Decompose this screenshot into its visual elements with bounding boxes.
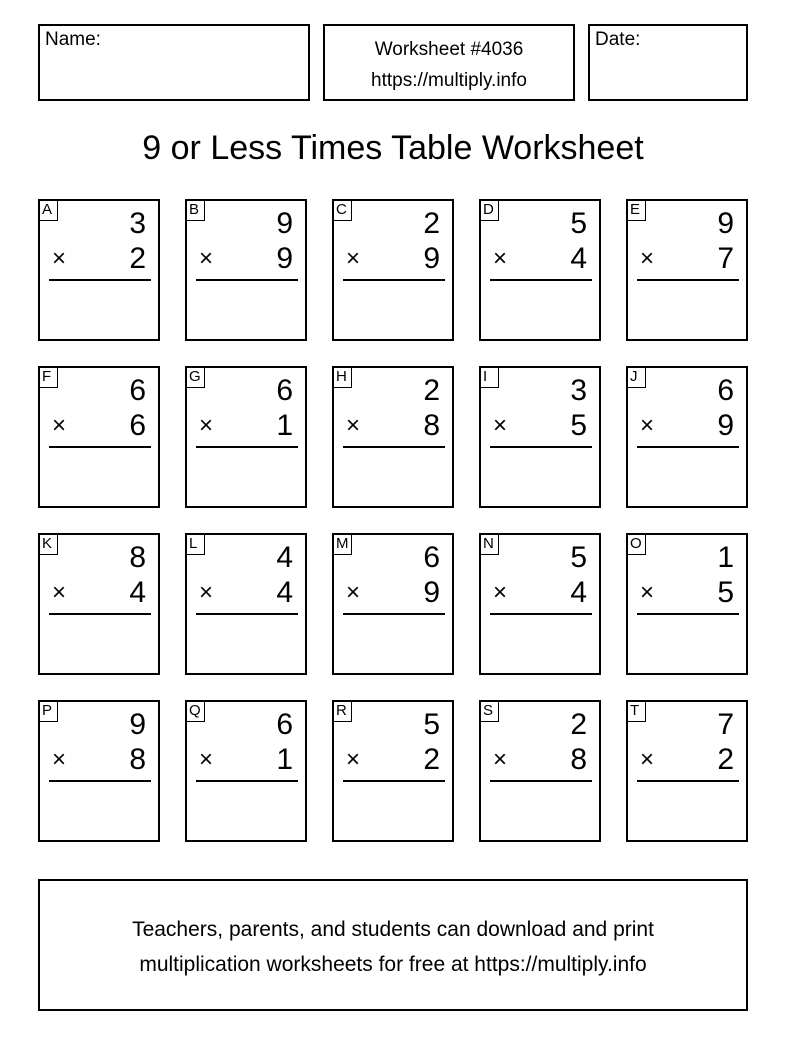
name-label: Name: (45, 29, 101, 50)
problem-letter: A (38, 199, 58, 221)
problem-letter: C (332, 199, 352, 221)
multiplicand: 5 (570, 207, 587, 240)
answer-line (196, 780, 298, 782)
multiplier: 1 (276, 409, 293, 442)
multiplier: 2 (717, 743, 734, 776)
answer-line (49, 613, 151, 615)
footer-line-1: Teachers, parents, and students can download and print (132, 918, 654, 941)
multiplicand: 9 (129, 708, 146, 741)
problem-letter: M (332, 533, 352, 555)
multiplier: 4 (129, 576, 146, 609)
date-field-box (588, 24, 748, 101)
times-sign: × (640, 746, 655, 773)
multiplicand: 6 (423, 541, 440, 574)
problem-card (38, 199, 160, 341)
multiplier: 6 (129, 409, 146, 442)
multiplicand: 6 (129, 374, 146, 407)
multiplicand: 2 (570, 708, 587, 741)
multiplicand: 8 (129, 541, 146, 574)
multiplier: 5 (570, 409, 587, 442)
problem-card (185, 700, 307, 842)
times-sign: × (199, 579, 214, 606)
answer-line (49, 780, 151, 782)
problem-letter: Q (185, 700, 205, 722)
problem-letter: B (185, 199, 205, 221)
multiplier: 2 (129, 242, 146, 275)
times-sign: × (346, 412, 361, 439)
answer-line (637, 613, 739, 615)
times-sign: × (640, 412, 655, 439)
problem-card (185, 199, 307, 341)
multiplier: 8 (129, 743, 146, 776)
problem-letter: N (479, 533, 499, 555)
problem-card (185, 533, 307, 675)
answer-line (343, 613, 445, 615)
times-sign: × (493, 746, 508, 773)
times-sign: × (493, 579, 508, 606)
page-title: 9 or Less Times Table Worksheet (142, 129, 644, 167)
multiplier: 1 (276, 743, 293, 776)
problem-letter: O (626, 533, 646, 555)
times-sign: × (199, 746, 214, 773)
multiplier: 9 (423, 576, 440, 609)
multiplicand: 5 (423, 708, 440, 741)
footer-line-2: multiplication worksheets for free at https://multiply.info (139, 953, 647, 976)
name-field-box (38, 24, 310, 101)
problem-card (479, 700, 601, 842)
multiplier: 9 (423, 242, 440, 275)
worksheet-url: https://multiply.info (371, 70, 527, 91)
times-sign: × (52, 245, 67, 272)
multiplier: 4 (276, 576, 293, 609)
times-sign: × (346, 746, 361, 773)
multiplier: 5 (717, 576, 734, 609)
problem-card (626, 533, 748, 675)
times-sign: × (199, 245, 214, 272)
multiplicand: 6 (276, 374, 293, 407)
problem-letter: J (626, 366, 646, 388)
times-sign: × (52, 746, 67, 773)
times-sign: × (52, 579, 67, 606)
answer-line (343, 279, 445, 281)
problem-card (332, 700, 454, 842)
multiplier: 8 (570, 743, 587, 776)
answer-line (49, 279, 151, 281)
answer-line (490, 446, 592, 448)
multiplicand: 4 (276, 541, 293, 574)
multiplicand: 5 (570, 541, 587, 574)
multiplier: 2 (423, 743, 440, 776)
problem-card (479, 199, 601, 341)
times-sign: × (640, 579, 655, 606)
problem-letter: P (38, 700, 58, 722)
problem-card (332, 199, 454, 341)
worksheet-info-box (323, 24, 575, 101)
times-sign: × (346, 245, 361, 272)
problem-letter: K (38, 533, 58, 555)
answer-line (490, 279, 592, 281)
multiplicand: 6 (717, 374, 734, 407)
problem-card (332, 533, 454, 675)
times-sign: × (52, 412, 67, 439)
answer-line (637, 279, 739, 281)
multiplicand: 3 (570, 374, 587, 407)
answer-line (196, 613, 298, 615)
multiplicand: 7 (717, 708, 734, 741)
worksheet-number: Worksheet #4036 (374, 39, 524, 60)
problem-letter: D (479, 199, 499, 221)
answer-line (196, 279, 298, 281)
problem-card (38, 366, 160, 508)
times-sign: × (640, 245, 655, 272)
problem-letter: E (626, 199, 646, 221)
problem-card (626, 366, 748, 508)
multiplier: 7 (717, 242, 734, 275)
problem-letter: I (479, 366, 499, 388)
multiplicand: 2 (423, 207, 440, 240)
times-sign: × (493, 412, 508, 439)
multiplier: 4 (570, 242, 587, 275)
multiplicand: 9 (717, 207, 734, 240)
multiplicand: 1 (717, 541, 734, 574)
answer-line (490, 780, 592, 782)
problem-letter: F (38, 366, 58, 388)
footer-box (38, 879, 748, 1011)
problem-card (332, 366, 454, 508)
problem-card (479, 533, 601, 675)
multiplicand: 3 (129, 207, 146, 240)
problem-card (626, 199, 748, 341)
multiplier: 9 (276, 242, 293, 275)
problem-card (185, 366, 307, 508)
problem-letter: S (479, 700, 499, 722)
problem-letter: L (185, 533, 205, 555)
multiplier: 8 (423, 409, 440, 442)
multiplier: 9 (717, 409, 734, 442)
answer-line (49, 446, 151, 448)
problem-letter: H (332, 366, 352, 388)
multiplicand: 6 (276, 708, 293, 741)
times-sign: × (199, 412, 214, 439)
answer-line (196, 446, 298, 448)
date-label: Date: (595, 29, 641, 50)
answer-line (343, 446, 445, 448)
problem-letter: G (185, 366, 205, 388)
problem-letter: T (626, 700, 646, 722)
problem-letter: R (332, 700, 352, 722)
times-sign: × (346, 579, 361, 606)
problem-card (626, 700, 748, 842)
answer-line (637, 780, 739, 782)
problem-card (38, 533, 160, 675)
multiplicand: 2 (423, 374, 440, 407)
problem-card (479, 366, 601, 508)
problem-card (38, 700, 160, 842)
answer-line (637, 446, 739, 448)
answer-line (490, 613, 592, 615)
multiplicand: 9 (276, 207, 293, 240)
times-sign: × (493, 245, 508, 272)
answer-line (343, 780, 445, 782)
multiplier: 4 (570, 576, 587, 609)
